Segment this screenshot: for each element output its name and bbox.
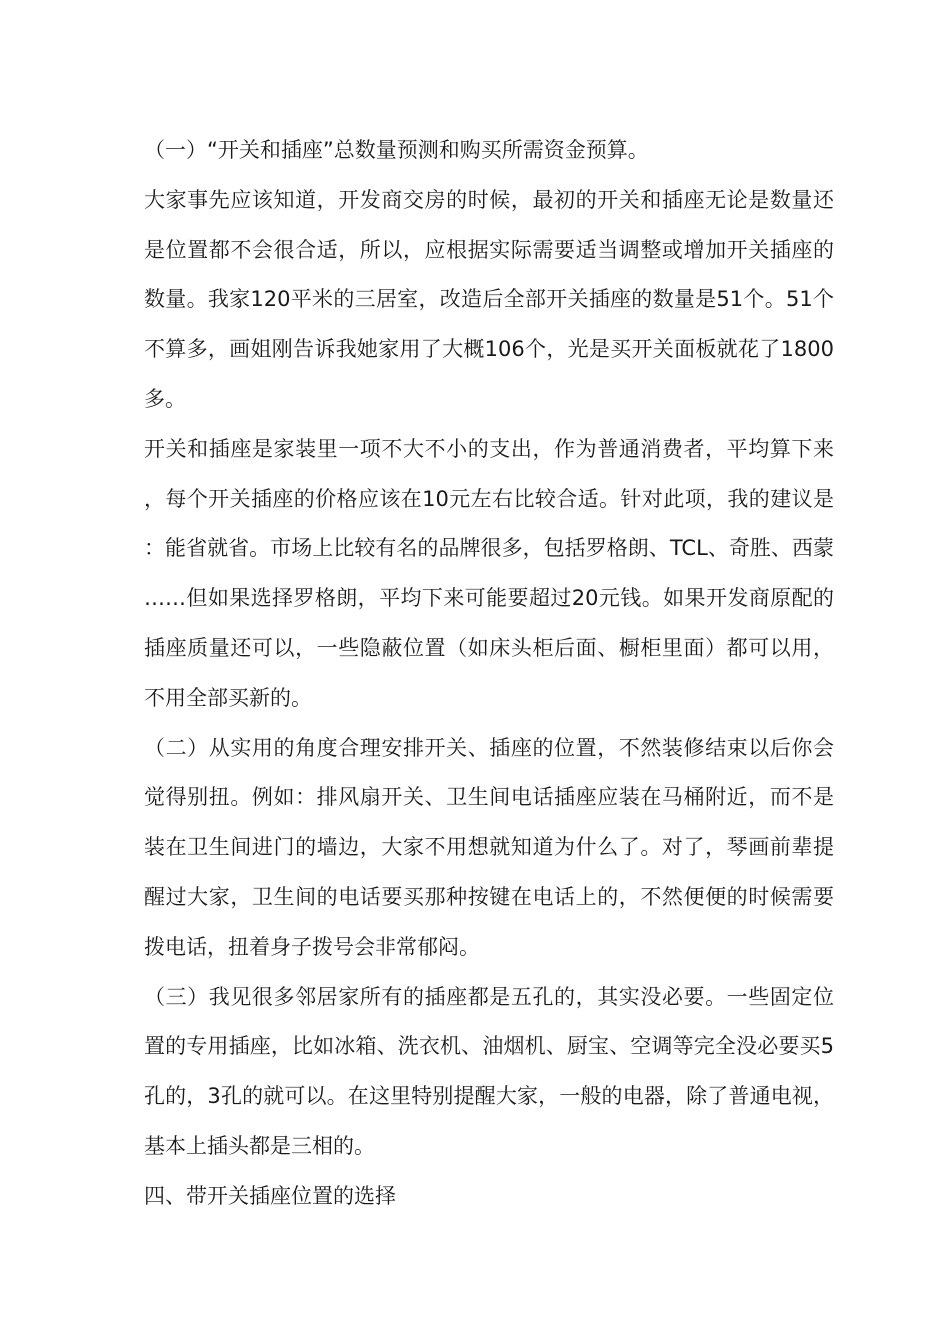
document-body	[144, 126, 834, 1222]
section-heading-4: 四、带开关插座位置的选择	[144, 1183, 396, 1208]
paragraph-section-3: （三）我见很多邻居家所有的插座都是五孔的，其实没必要。一些固定位置的专用插座，比如冰箱、洗衣机、油烟机、厨宝、空调等完全没必要买5孔的，3孔的就可以。在这里特别提醒大家，一般的电器，除了普通电视，基本上插头都是三相的。	[144, 984, 834, 1158]
section-heading-1: （一）“开关和插座”总数量预测和购买所需资金预算。	[144, 138, 649, 162]
paragraph-quantity: 大家事先应该知道，开发商交房的时候，最初的开关和插座无论是数量还是位置都不会很合适，所以，应根据实际需要适当调整或增加开关插座的数量。我家120平米的三居室，改造后全部开关插座的数量是51个。51个不算多，画姐刚告诉我她家用了大概106个，光是买开关面板就花了1800多。	[144, 187, 834, 411]
paragraph-section-2: （二）从实用的角度合理安排开关、插座的位置，不然装修结束以后你会觉得别扭。例如：排风扇开关、卫生间电话插座应装在马桶附近，而不是装在卫生间进门的墙边，大家不用想就知道为什么了。对了，琴画前辈提醒过大家，卫生间的电话要买那种按键在电话上的，不然便便的时候需要拨电话，扭着身子拨号会非常郁闷。	[144, 735, 834, 959]
paragraph-cost: 开关和插座是家装里一项不大不小的支出，作为普通消费者，平均算下来，每个开关插座的价格应该在10元左右比较合适。针对此项，我的建议是：能省就省。市场上比较有名的品牌很多，包括罗格朗、TCL、奇胜、西蒙……但如果选择罗格朗，平均下来可能要超过20元钱。如果开发商原配的插座质量还可以，一些隐蔽位置（如床头柜后面、橱柜里面）都可以用，不用全部买新的。	[144, 436, 834, 710]
